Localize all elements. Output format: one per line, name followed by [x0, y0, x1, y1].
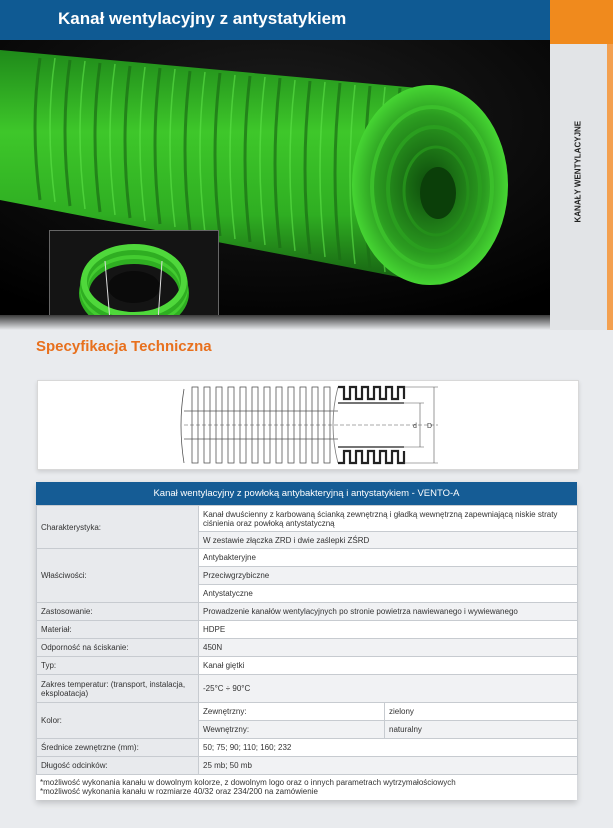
color-label: Kolor:: [37, 703, 199, 739]
color-inner-label: Wewnętrzny:: [199, 721, 385, 739]
crush-resistance-value: 450N: [199, 639, 578, 657]
type-label: Typ:: [37, 657, 199, 675]
technical-drawing: [37, 380, 579, 470]
duct-cross-section-diagram: [38, 381, 578, 469]
side-bar-accent-line: [607, 44, 613, 330]
outer-diameter-label: D: [427, 423, 433, 430]
spec-grid: [36, 505, 578, 775]
table-row: [37, 506, 578, 532]
note-line: *możliwość wykonania kanału w rozmiarze 40/32 oraz 234/200 na zamówienie: [40, 787, 318, 796]
characteristics-label: Charakterystyka:: [37, 506, 199, 549]
table-row: [37, 621, 578, 639]
page-title: Kanał wentylacyjny z antystatykiem: [58, 9, 347, 28]
color-outer-label: Zewnętrzny:: [199, 703, 385, 721]
table-row: [37, 639, 578, 657]
table-row: [37, 675, 578, 703]
spec-notes: [36, 775, 577, 800]
table-row: [37, 739, 578, 757]
inner-diameter-label: d: [413, 423, 417, 430]
properties-value-2: Przeciwgrzybiczne: [199, 567, 578, 585]
application-value: Prowadzenie kanałów wentylacyjnych po stronie powietrza nawiewanego i wywiewanego: [199, 603, 578, 621]
temperature-value: -25°C ÷ 90°C: [199, 675, 578, 703]
diameters-value: 50; 75; 90; 110; 160; 232: [199, 739, 578, 757]
material-value: HDPE: [199, 621, 578, 639]
spec-table: [36, 482, 577, 800]
properties-value-1: Antybakteryjne: [199, 549, 578, 567]
table-row: [37, 703, 578, 721]
hero-fade: [0, 315, 550, 330]
crush-resistance-label: Odporność na ściskanie:: [37, 639, 199, 657]
table-row: [37, 757, 578, 775]
length-label: Długość odcinków:: [37, 757, 199, 775]
properties-value-3: Antystatyczne: [199, 585, 578, 603]
title-bar: [0, 0, 550, 40]
application-label: Zastosowanie:: [37, 603, 199, 621]
color-inner-value: naturalny: [385, 721, 578, 739]
duct-coil-illustration: [50, 231, 218, 315]
color-outer-value: zielony: [385, 703, 578, 721]
table-row: [37, 549, 578, 567]
diameters-label: Średnice zewnętrzne (mm):: [37, 739, 199, 757]
note-line: *możliwość wykonania kanału w dowolnym kolorze, z dowolnym logo oraz o innych parametrach wytrzymałościowych: [40, 778, 456, 787]
side-bar-accent: [550, 0, 613, 44]
coil-inset-photo: [49, 230, 219, 315]
side-category-label: KANAŁY WENTYLACYJNE: [573, 120, 583, 223]
characteristics-value-2: W zestawie złączka ZRD i dwie zaślepki ZŚRD: [199, 532, 578, 549]
product-photo: [0, 40, 550, 315]
length-value: 25 mb; 50 mb: [199, 757, 578, 775]
table-row: [37, 657, 578, 675]
spec-table-header: Kanał wentylacyjny z powłoką antybakteryjną i antystatykiem - VENTO-A: [36, 482, 577, 505]
material-label: Materiał:: [37, 621, 199, 639]
properties-label: Właściwości:: [37, 549, 199, 603]
section-title: Specyfikacja Techniczna: [36, 338, 212, 355]
temperature-label: Zakres temperatur: (transport, instalacja, eksploatacja): [37, 675, 199, 703]
characteristics-value-1: Kanał dwuścienny z karbowaną ścianką zewnętrzną i gładką wewnętrzną zapewniającą niskie straty ciśnienia oraz powłoką antystatyczną: [199, 506, 578, 532]
type-value: Kanał giętki: [199, 657, 578, 675]
table-row: [37, 603, 578, 621]
